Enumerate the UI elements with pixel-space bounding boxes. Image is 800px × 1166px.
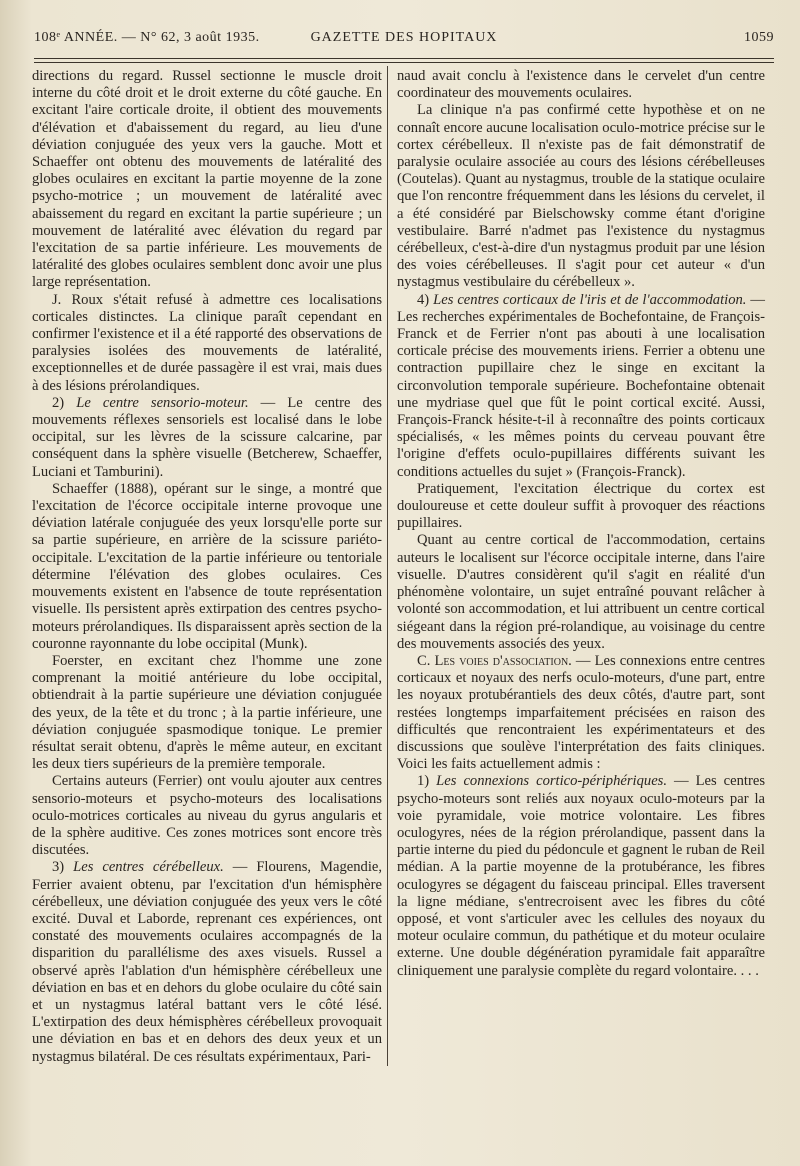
left-column bbox=[32, 68, 382, 1066]
paragraph-r1 bbox=[397, 68, 765, 102]
right-column bbox=[397, 68, 765, 980]
column-divider bbox=[387, 66, 388, 1066]
paragraph-text: Certains auteurs (Ferrier) ont voulu ajouter aux centres sensorio-moteurs et psycho-moteurs des localisations oculo-motrices corticales au niveau du gyrus angularis et de la sphère auditive. Ces zones motrices sont encore très discutées. bbox=[32, 773, 382, 859]
section-number: 2) bbox=[52, 394, 77, 411]
paragraph-p7 bbox=[32, 859, 382, 1065]
section-number: 3) bbox=[52, 859, 74, 876]
section-heading: Les centres cérébelleux. bbox=[73, 859, 224, 876]
paragraph-p1 bbox=[32, 68, 382, 292]
section-number: C. bbox=[417, 652, 435, 669]
paragraph-text: — Les recherches expérimentales de Bochefontaine, de François-Franck et de Ferrier n'ont pas abouti à une localisation corticale précise des mouvements iriens. Ferrier a obtenu une contraction pupillaire chez le singe en excitant la circonvolution temporale supérieure. Bochefontaine obtenait une mydriase quel que fût le point cortical excité. Aussi, François-Franck hésite-t-il à reconnaître des points corticaux spécialisés, « les mêmes points du cerveau pouvant être l'origine d'effets oculo-pupillaires différents suivant les conditions actuelles du sujet » (François-Franck). bbox=[397, 291, 766, 480]
header-rule bbox=[34, 58, 774, 63]
paragraph-p2 bbox=[32, 292, 382, 395]
journal-title: GAZETTE DES HOPITAUX bbox=[310, 30, 498, 45]
paragraph-p4 bbox=[32, 481, 382, 653]
paragraph-text: — Le centre des mouvements réflexes sensoriels est localisé dans le lobe occipital, sur les lèvres de la scissure calcarine, par conséquent dans la sphère visuelle (Betcherew, Schaeffer, Luciani et Tamburini). bbox=[32, 394, 382, 480]
paragraph-r2 bbox=[397, 102, 765, 291]
paragraph-text: — Flourens, Magendie, Ferrier avaient obtenu, par l'excitation d'un hémisphère cérébelleux, une déviation conjuguée des yeux vers le côté excité. Duval et Laborde, reprenant ces expériences, ont constaté des mouvements oculaires accompagnés de la disparition du parallélisme des axes visuels. Russel a observé après l'ablation d'un hémisphère cérébelleux une déviation en bas et en dehors du globe oculaire du côté sain et un nystagmus latéral battant vers le côté lésé. L'extirpation des deux hémisphères cérébelleux provoquait une déviation en bas et en dehors des deux yeux et un nystagmus bilatéral. De ces résultats expérimentaux, Pari- bbox=[32, 859, 382, 1065]
paragraph-r6 bbox=[397, 653, 765, 773]
section-heading: Les centres corticaux de l'iris et de l'accommodation. bbox=[433, 291, 747, 308]
page-number: 1059 bbox=[744, 30, 774, 45]
paragraph-text: — Les connexions entre centres corticaux et noyaux des nerfs oculo-moteurs, d'une part, entre les noyaux protubérantiels des deux côtés, d'autre part, sont restées longtemps imparfaitement précisées en raison des difficultés que rencontraient les expérimentateurs et des discussions que soulève l'interprétation des faits cliniques. Voici les faits actuellement admis : bbox=[397, 652, 765, 773]
paragraph-p6 bbox=[32, 773, 382, 859]
paragraph-r3 bbox=[397, 292, 765, 481]
paragraph-p3 bbox=[32, 395, 382, 481]
issue-info: 108ᵉ ANNÉE. — N° 62, 3 août 1935. bbox=[34, 30, 260, 45]
paragraph-text: Pratiquement, l'excitation électrique du cortex est douloureuse et cette douleur suffit à provoquer des réactions pupillaires. bbox=[397, 480, 765, 532]
paragraph-text: directions du regard. Russel sectionne le muscle droit interne du côté droit et le droit externe du côté gauche. En excitant l'aire corticale droite, il obtient des mouvements d'élévation et d'abaissement du regard, au lieu d'une déviation conjuguée des yeux vers la gauche. Mott et Schaeffer ont obtenu des mouvements de latéralité des globes oculaires en excitant la partie moyenne de la zone psycho-motrice ; un mouvement de latéralité avec abaissement du regard en excitant la partie supérieure ; un mouvement de latéralité avec élévation du regard par l'excitation de sa partie inférieure. Les mouvements de latéralité des globes oculaires semblent donc avoir une plus large représentation. bbox=[32, 68, 382, 291]
section-number: 1) bbox=[417, 773, 437, 790]
section-heading: Le centre sensorio-moteur. bbox=[76, 394, 249, 411]
paragraph-text: naud avait conclu à l'existence dans le cervelet d'un centre coordinateur des mouvements oculaires. bbox=[397, 68, 765, 102]
paragraph-p5 bbox=[32, 653, 382, 773]
running-header bbox=[34, 30, 774, 52]
section-heading: Les voies d'association. bbox=[434, 652, 572, 669]
paragraph-text: La clinique n'a pas confirmé cette hypothèse et on ne connaît encore aucune localisation oculo-motrice précise sur le cortex cérébelleux. Il n'existe pas de fait démonstratif de paralysie oculaire associée au cours des lésions cérébelleuses (Coutelas). Quant au nystagmus, trouble de la statique oculaire que l'on rencontre fréquemment dans les lésions du cervelet, il a été considéré par Bielschowsky comme étant d'origine vestibulaire. Barré n'admet pas l'existence du nystagmus cérébelleux, c'est-à-dire d'un nystagmus produit par une lésion des voies cérébelleuses. Il s'agit pour cet auteur « d'un nystagmus vestibulaire du cérébelleux ». bbox=[397, 102, 765, 291]
paragraph-text: Quant au centre cortical de l'accommodation, certains auteurs le localisent sur l'écorce occipitale interne, dans l'aire visuelle. D'autres considèrent qu'il s'agit en réalité d'un phénomène volontaire, un sujet entraîné pouvant relâcher à volonté son accommodation, et lui attribuent un centre cortical siégeant dans la région pré-rolandique, au voisinage du centre des mouvements associés des yeux. bbox=[397, 532, 765, 652]
paragraph-r4 bbox=[397, 481, 765, 533]
paragraph-text: — Les centres psycho-moteurs sont reliés aux noyaux oculo-moteurs par la voie pyramidale, voie motrice volontaire. Les fibres oculogyres, nées de la région prérolandique, passent dans la partie interne du pied du pédoncule et gagnent le ruban de Reil médian. A la partie moyenne de la protubérance, les fibres oculogyres se dégagent du faisceau principal. Elles traversent la ligne médiane, s'entrecroisent avec les fibres du côté opposé, et vont s'articuler avec les cellules des noyaux du moteur oculaire commun, du pathétique et du moteur oculaire externe. Une double dégénération pyramidale fait apparaître cliniquement une paralysie complète du regard volontaire. . . . bbox=[397, 773, 766, 979]
paragraph-text: J. Roux s'était refusé à admettre ces localisations corticales distinctes. La clinique paraît cependant en confirmer l'existence et il a été rapporté des observations de paralysies isolées des mouvements de latéralité, exceptionnelles et de durée passagère il est vrai, mais dues à des lésions prérolandiques. bbox=[32, 291, 382, 394]
paragraph-text: Schaeffer (1888), opérant sur le singe, a montré que l'excitation de l'écorce occipitale interne provoque une déviation latérale conjuguée des yeux lorsqu'elle porte sur sa partie supérieure, en arrière de la scissure pariéto-occipitale. L'excitation de la partie inférieure ou tentoriale détermine l'élévation des globes oculaires. Ces mouvements existent en l'absence de toute représentation visuelle. Ils persistent après extirpation des centres psycho-moteurs prérolandiques. Ils disparaissent après section de la couronne rayonnante du lobe occipital (Munk). bbox=[32, 480, 382, 652]
paragraph-text: Foerster, en excitant chez l'homme une zone comprenant la moitié antérieure du lobe occipital, obtiendrait à la partie supérieure une déviation conjuguée des yeux, de la tête et du tronc ; à la partie inférieure, une déviation conjuguée spasmodique tonique. Le premier résultat serait obtenu, d'après le même auteur, en excitant les deux tiers supérieurs de la première temporale. bbox=[32, 652, 382, 773]
section-heading: Les connexions cortico-périphériques. bbox=[436, 773, 668, 790]
paragraph-r7 bbox=[397, 773, 765, 979]
paragraph-r5 bbox=[397, 532, 765, 652]
section-number: 4) bbox=[417, 291, 434, 308]
